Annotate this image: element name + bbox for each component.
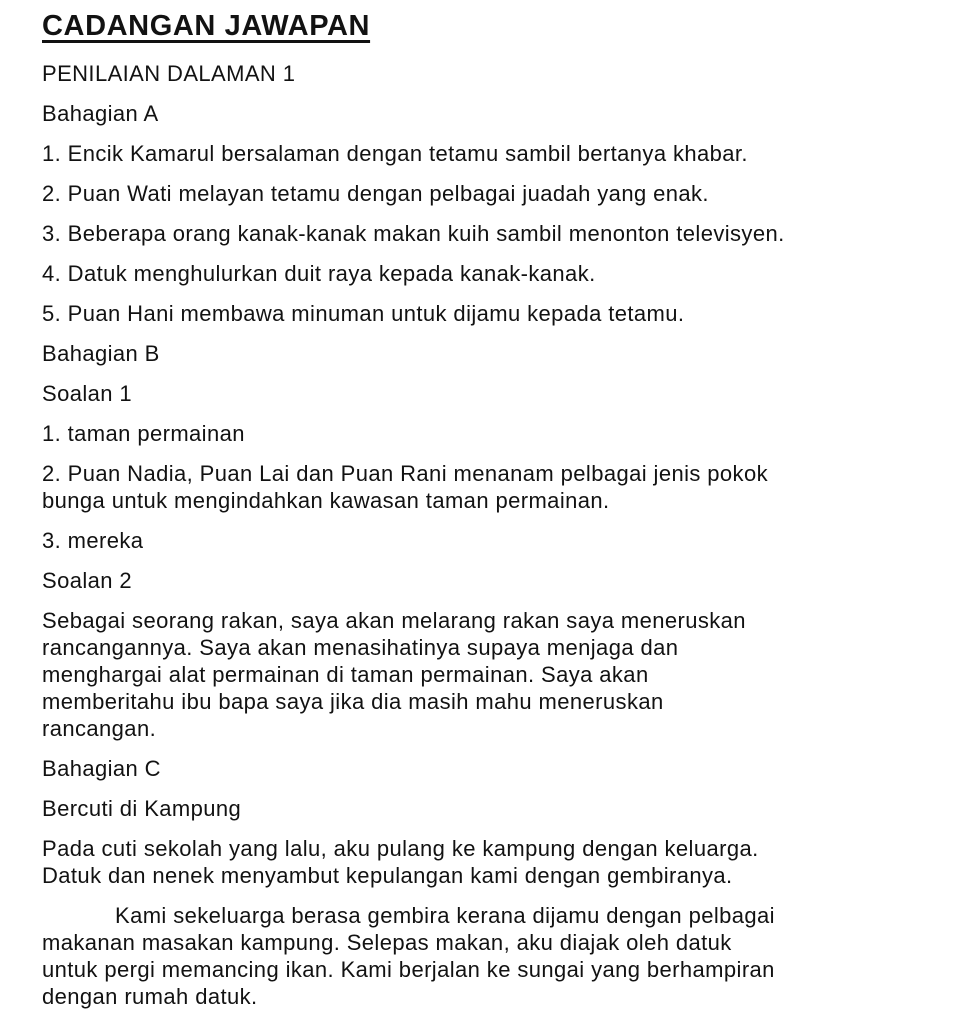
text-line: makanan masakan kampung. Selepas makan, aku diajak oleh datuk <box>42 930 732 955</box>
bahagian-a-answer-2: 2. Puan Wati melayan tetamu dengan pelbagai juadah yang enak. <box>42 181 709 206</box>
text-line: Sebagai seorang rakan, saya akan melarang rakan saya meneruskan <box>42 608 746 633</box>
text-line: dengan rumah datuk. <box>42 984 258 1009</box>
document-title-text: CADANGAN JAWAPAN <box>42 10 371 42</box>
text-line: rancangannya. Saya akan menasihatinya supaya menjaga dan <box>42 635 679 660</box>
document-title <box>42 8 941 44</box>
bahagian-a-heading: Bahagian A <box>42 101 159 126</box>
essay-paragraph-1 <box>42 835 941 889</box>
text-line: menghargai alat permainan di taman permainan. Saya akan <box>42 662 649 687</box>
bahagian-c-heading: Bahagian C <box>42 756 161 781</box>
assessment-heading: PENILAIAN DALAMAN 1 <box>42 61 296 86</box>
text-line: memberitahu ibu bapa saya jika dia masih mahu meneruskan <box>42 689 664 714</box>
bahagian-a-answer-1: 1. Encik Kamarul bersalaman dengan tetamu sambil bertanya khabar. <box>42 141 748 166</box>
soalan-1-answer-3: 3. mereka <box>42 528 144 553</box>
text-line: rancangan. <box>42 716 157 741</box>
soalan-1-heading: Soalan 1 <box>42 381 133 406</box>
text-line: Datuk dan nenek menyambut kepulangan kami dengan gembiranya. <box>42 863 733 888</box>
soalan-1-answer-1: 1. taman permainan <box>42 421 245 446</box>
text-line: untuk pergi memancing ikan. Kami berjalan ke sungai yang berhampiran <box>42 957 775 982</box>
essay-title: Bercuti di Kampung <box>42 796 242 821</box>
bahagian-a-answer-3: 3. Beberapa orang kanak-kanak makan kuih sambil menonton televisyen. <box>42 221 785 246</box>
text-line: bunga untuk mengindahkan kawasan taman permainan. <box>42 488 610 513</box>
bahagian-a-answer-5: 5. Puan Hani membawa minuman untuk dijamu kepada tetamu. <box>42 301 685 326</box>
soalan-2-heading: Soalan 2 <box>42 568 133 593</box>
essay-paragraph-2 <box>42 902 941 1010</box>
text-line: Kami sekeluarga berasa gembira kerana dijamu dengan pelbagai <box>115 903 775 928</box>
text-line: Pada cuti sekolah yang lalu, aku pulang ke kampung dengan keluarga. <box>42 836 759 861</box>
soalan-1-answer-2 <box>42 460 941 514</box>
soalan-2-answer <box>42 607 941 742</box>
bahagian-a-answer-4: 4. Datuk menghulurkan duit raya kepada kanak-kanak. <box>42 261 596 286</box>
bahagian-b-heading: Bahagian B <box>42 341 160 366</box>
text-line: 2. Puan Nadia, Puan Lai dan Puan Rani menanam pelbagai jenis pokok <box>42 461 768 486</box>
